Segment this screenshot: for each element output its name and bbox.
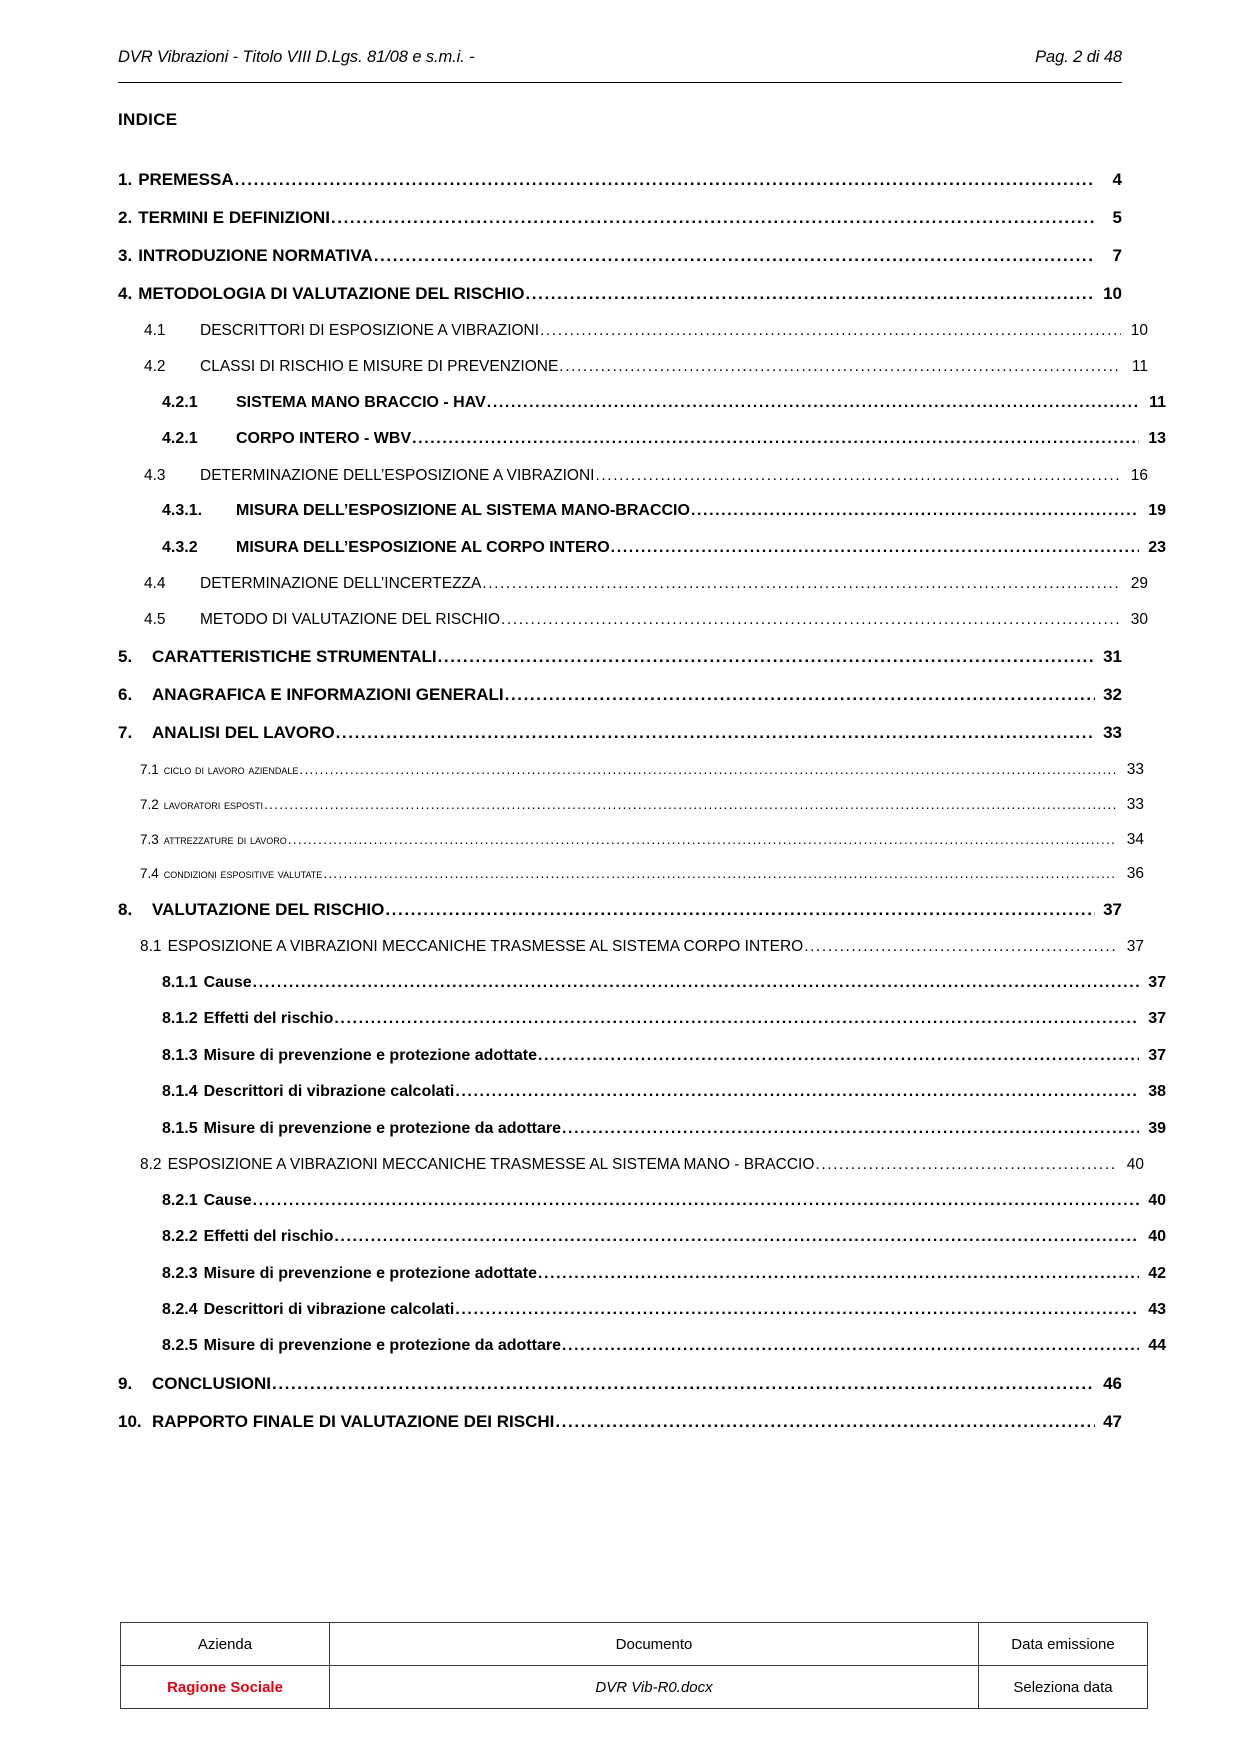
toc-entry-5-caratteristiche-strumentali[interactable] <box>118 647 1122 667</box>
toc-leader-dots <box>455 1301 1139 1319</box>
toc-entry-number: 8.2.4 <box>162 1301 198 1318</box>
toc-entry-8-2-3-misure-adottate[interactable] <box>118 1265 1166 1283</box>
toc-entry-page: 16 <box>1130 466 1148 484</box>
toc-entry-label: ciclo di lavoro aziendale <box>163 761 299 777</box>
toc-leader-dots <box>374 246 1095 266</box>
toc-entry-4-3-2-misura-corpo-intero[interactable] <box>118 539 1166 557</box>
toc-entry-page: 40 <box>1126 1156 1144 1174</box>
toc-entry-label: INTRODUZIONE NORMATIVA <box>138 246 373 266</box>
toc-entry-number: 8.1.2 <box>162 1010 198 1028</box>
toc-leader-dots <box>235 170 1095 190</box>
toc-entry-page: 33 <box>1126 760 1144 778</box>
toc-entry-8-2-1-cause[interactable] <box>118 1192 1166 1210</box>
footer-header-documento: Documento <box>330 1623 979 1666</box>
toc-leader-dots <box>562 1337 1139 1355</box>
toc-entry-number: 7.3 <box>140 831 159 847</box>
toc-entry-page: 4 <box>1112 170 1122 189</box>
toc-entry-number: 6. <box>118 684 133 704</box>
footer-value-data[interactable]: Seleziona data <box>979 1666 1148 1709</box>
toc-entry-7-4-condizioni-espositive[interactable] <box>118 865 1144 883</box>
toc-entry-number: 8.1.5 <box>162 1119 198 1137</box>
toc-entry-label: CLASSI DI RISCHIO E MISURE DI PREVENZIONE <box>200 358 559 375</box>
toc-entry-label: METODO DI VALUTAZIONE DEL RISCHIO <box>200 611 500 628</box>
toc-entry-number: 4.1 <box>144 322 166 340</box>
toc-leader-dots <box>264 797 1117 813</box>
toc-entry-4-5-metodo-valutazione[interactable] <box>118 611 1148 629</box>
toc-entry-page: 42 <box>1148 1264 1166 1282</box>
footer-value-documento: DVR Vib-R0.docx <box>330 1666 979 1709</box>
toc-entry-page: 33 <box>1126 795 1144 813</box>
toc-leader-dots <box>385 900 1095 920</box>
toc-entry-page: 34 <box>1126 830 1144 848</box>
footer-table <box>120 1622 1148 1709</box>
toc-entry-number: 8.1.1 <box>162 974 198 992</box>
toc-leader-dots <box>288 832 1117 848</box>
toc-entry-number: 5. <box>118 646 133 666</box>
toc-leader-dots <box>487 394 1139 412</box>
table-row <box>121 1666 1148 1709</box>
toc-entry-label: TERMINI E DEFINIZIONI <box>138 208 330 228</box>
toc-leader-dots <box>538 1265 1139 1283</box>
toc-entry-label: MISURA DELL’ESPOSIZIONE AL SISTEMA MANO-BRACCIO <box>236 502 690 520</box>
toc-entry-8-1-5-misure-da-adottare[interactable] <box>118 1120 1166 1138</box>
toc-entry-page: 11 <box>1131 358 1148 375</box>
toc-entry-number: 8.2.5 <box>162 1337 198 1355</box>
toc-entry-number: 4.3.2 <box>162 538 198 556</box>
toc-entry-number: 8.1.4 <box>162 1083 198 1101</box>
toc-entry-number: 8.1.3 <box>162 1046 198 1064</box>
toc-entry-page: 11 <box>1149 393 1166 411</box>
toc-leader-dots <box>482 575 1121 593</box>
toc-entry-number: 7.2 <box>140 796 159 812</box>
table-of-contents <box>118 170 1166 1450</box>
toc-leader-dots <box>611 539 1139 557</box>
toc-entry-2-termini-e-definizioni[interactable] <box>118 208 1122 228</box>
toc-entry-number: 8.2.2 <box>162 1228 198 1246</box>
toc-entry-page: 19 <box>1148 502 1166 520</box>
toc-entry-3-introduzione-normativa[interactable] <box>118 246 1122 266</box>
toc-entry-page: 37 <box>1148 974 1166 992</box>
toc-entry-page: 32 <box>1103 684 1122 704</box>
toc-entry-4-2-1-sistema-mano-braccio[interactable] <box>118 394 1166 412</box>
toc-leader-dots <box>412 430 1139 448</box>
toc-leader-dots <box>272 1374 1095 1394</box>
toc-entry-page: 5 <box>1112 208 1122 228</box>
toc-entry-number: 2. <box>118 208 133 228</box>
toc-entry-number: 4.5 <box>144 611 166 628</box>
toc-leader-dots <box>815 1156 1117 1174</box>
toc-entry-label: ANALISI DEL LAVORO <box>152 722 335 742</box>
toc-entry-page: 46 <box>1103 1373 1122 1393</box>
toc-entry-label: RAPPORTO FINALE DI VALUTAZIONE DEI RISCHI <box>152 1411 555 1431</box>
toc-entry-label: Misure di prevenzione e protezione adottate <box>203 1264 537 1282</box>
toc-leader-dots <box>505 685 1095 705</box>
toc-entry-label: Misure di prevenzione e protezione da adottare <box>203 1337 561 1355</box>
toc-entry-page: 33 <box>1103 722 1122 742</box>
toc-entry-label: ESPOSIZIONE A VIBRAZIONI MECCANICHE TRASMESSE AL SISTEMA CORPO INTERO <box>167 938 804 956</box>
toc-leader-dots <box>538 1047 1139 1065</box>
toc-leader-dots <box>804 938 1117 956</box>
toc-entry-number: 7. <box>118 722 133 742</box>
toc-entry-number: 8.2.1 <box>162 1191 198 1209</box>
toc-entry-page: 10 <box>1130 322 1148 340</box>
toc-entry-label: Effetti del rischio <box>203 1228 334 1246</box>
toc-leader-dots <box>525 284 1095 304</box>
toc-entry-number: 7.4 <box>140 866 159 882</box>
toc-entry-label: DETERMINAZIONE DELL’ESPOSIZIONE A VIBRAZIONI <box>200 466 595 484</box>
toc-leader-dots <box>559 358 1121 376</box>
toc-entry-page: 36 <box>1126 865 1144 883</box>
toc-entry-page: 43 <box>1148 1301 1166 1318</box>
toc-leader-dots <box>501 611 1121 629</box>
toc-entry-number: 8. <box>118 900 133 920</box>
toc-entry-9-conclusioni[interactable] <box>118 1374 1122 1394</box>
toc-entry-label: MISURA DELL’ESPOSIZIONE AL CORPO INTERO <box>236 538 610 556</box>
toc-entry-7-2-lavoratori-esposti[interactable] <box>118 796 1144 814</box>
toc-entry-label: lavoratori esposti <box>163 796 264 812</box>
toc-leader-dots <box>323 866 1117 882</box>
toc-leader-dots <box>455 1083 1139 1101</box>
toc-entry-page: 23 <box>1148 538 1166 556</box>
toc-entry-4-2-classi-di-rischio[interactable] <box>118 358 1148 376</box>
toc-entry-page: 29 <box>1130 575 1148 593</box>
toc-entry-8-1-3-misure-adottate[interactable] <box>118 1047 1166 1065</box>
toc-entry-label: METODOLOGIA DI VALUTAZIONE DEL RISCHIO <box>138 284 525 304</box>
page-title: INDICE <box>118 110 178 129</box>
toc-entry-page: 13 <box>1148 430 1166 448</box>
toc-entry-7-1-ciclo-di-lavoro[interactable] <box>118 761 1144 779</box>
header-document-title: DVR Vibrazioni - Titolo VIII D.Lgs. 81/08 e s.m.i. - <box>118 48 475 66</box>
toc-entry-label: SISTEMA MANO BRACCIO - HAV <box>236 393 486 411</box>
toc-entry-number: 4.3.1. <box>162 502 203 520</box>
toc-entry-7-analisi-del-lavoro[interactable] <box>118 723 1122 743</box>
toc-entry-number: 4.3 <box>144 466 166 484</box>
toc-leader-dots <box>334 1228 1139 1246</box>
toc-entry-4-4-incertezza[interactable] <box>118 575 1148 593</box>
toc-entry-8-1-4-descrittori-calcolati[interactable] <box>118 1083 1166 1101</box>
toc-entry-number: 7.1 <box>140 761 159 777</box>
toc-entry-page: 44 <box>1148 1337 1166 1355</box>
toc-entry-page: 40 <box>1148 1228 1166 1246</box>
toc-entry-label: Effetti del rischio <box>203 1010 334 1028</box>
toc-entry-1-premessa[interactable] <box>118 170 1122 190</box>
toc-entry-7-3-attrezzature-di-lavoro[interactable] <box>118 831 1144 849</box>
toc-entry-label: condizioni espositive valutate <box>163 866 323 882</box>
toc-entry-label: Misure di prevenzione e protezione da adottare <box>203 1119 561 1137</box>
toc-entry-8-2-5-misure-da-adottare[interactable] <box>118 1337 1166 1355</box>
toc-leader-dots <box>540 322 1121 340</box>
toc-leader-dots <box>299 762 1117 778</box>
toc-entry-page: 30 <box>1130 611 1148 628</box>
toc-leader-dots <box>253 974 1139 992</box>
toc-entry-8-2-2-effetti-del-rischio[interactable] <box>118 1228 1166 1246</box>
toc-entry-label: PREMESSA <box>138 170 234 189</box>
toc-leader-dots <box>691 502 1139 520</box>
table-row <box>121 1623 1148 1666</box>
toc-entry-label: ANAGRAFICA E INFORMAZIONI GENERALI <box>152 684 504 704</box>
toc-entry-number: 10. <box>118 1411 142 1431</box>
toc-entry-8-2-esposizione-mano-braccio[interactable] <box>118 1156 1144 1174</box>
toc-leader-dots <box>253 1192 1139 1210</box>
footer-value-ragione-sociale[interactable]: Ragione Sociale <box>121 1666 330 1709</box>
toc-entry-page: 10 <box>1103 284 1122 304</box>
toc-entry-label: Cause <box>203 974 252 992</box>
toc-entry-number: 4.2.1 <box>162 430 198 448</box>
toc-entry-4-3-1-misura-mano-braccio[interactable] <box>118 502 1166 520</box>
footer-header-data-emissione: Data emissione <box>979 1623 1148 1666</box>
toc-entry-number: 4.2 <box>144 358 166 375</box>
toc-leader-dots <box>595 467 1121 485</box>
toc-entry-4-1-descrittori[interactable] <box>118 322 1148 340</box>
toc-entry-page: 39 <box>1148 1119 1166 1137</box>
toc-leader-dots <box>336 723 1095 743</box>
toc-entry-6-anagrafica[interactable] <box>118 685 1122 705</box>
toc-leader-dots <box>562 1120 1139 1138</box>
toc-entry-8-2-4-descrittori-calcolati[interactable] <box>118 1301 1166 1319</box>
toc-entry-label: CONCLUSIONI <box>152 1373 271 1393</box>
toc-entry-number: 4.2.1 <box>162 393 198 411</box>
toc-entry-8-1-esposizione-corpo-intero[interactable] <box>118 938 1144 956</box>
toc-entry-number: 8.1 <box>140 938 162 956</box>
toc-entry-number: 8.2.3 <box>162 1264 198 1282</box>
toc-entry-label: DETERMINAZIONE DELL’INCERTEZZA <box>200 575 482 593</box>
toc-entry-page: 37 <box>1103 900 1122 920</box>
toc-entry-4-2-1-corpo-intero[interactable] <box>118 430 1166 448</box>
toc-entry-page: 37 <box>1126 938 1144 956</box>
toc-entry-10-rapporto-finale[interactable] <box>118 1412 1122 1432</box>
toc-entry-label: CARATTERISTICHE STRUMENTALI <box>152 646 437 666</box>
footer-header-azienda: Azienda <box>121 1623 330 1666</box>
toc-entry-label: ESPOSIZIONE A VIBRAZIONI MECCANICHE TRASMESSE AL SISTEMA MANO - BRACCIO <box>167 1156 815 1174</box>
toc-entry-4-metodologia[interactable] <box>118 284 1122 304</box>
toc-leader-dots <box>555 1412 1095 1432</box>
toc-entry-page: 47 <box>1103 1411 1122 1431</box>
toc-leader-dots <box>331 208 1095 228</box>
toc-entry-page: 7 <box>1112 246 1122 266</box>
toc-entry-number: 3. <box>118 246 133 266</box>
toc-entry-number: 1. <box>118 170 133 189</box>
toc-entry-8-1-2-effetti-del-rischio[interactable] <box>118 1010 1166 1028</box>
toc-entry-label: attrezzature di lavoro <box>163 831 287 847</box>
toc-entry-page: 31 <box>1103 646 1122 666</box>
toc-leader-dots <box>334 1010 1139 1028</box>
toc-entry-label: Misure di prevenzione e protezione adottate <box>203 1046 537 1064</box>
toc-entry-label: Descrittori di vibrazione calcolati <box>203 1083 455 1101</box>
toc-entry-page: 40 <box>1148 1191 1166 1209</box>
toc-entry-number: 8.2 <box>140 1156 162 1174</box>
toc-entry-label: DESCRITTORI DI ESPOSIZIONE A VIBRAZIONI <box>200 322 540 340</box>
page-header <box>118 48 1122 67</box>
toc-entry-number: 4.4 <box>144 575 166 593</box>
toc-entry-label: CORPO INTERO - WBV <box>236 430 412 448</box>
header-divider <box>118 82 1122 83</box>
toc-entry-4-3-determinazione-esposizione[interactable] <box>118 467 1148 485</box>
toc-entry-page: 38 <box>1148 1083 1166 1101</box>
header-page-indicator: Pag. 2 di 48 <box>1035 48 1122 66</box>
toc-leader-dots <box>438 647 1095 667</box>
toc-entry-label: Descrittori di vibrazione calcolati <box>203 1301 455 1318</box>
toc-entry-label: VALUTAZIONE DEL RISCHIO <box>152 900 385 920</box>
toc-entry-number: 4. <box>118 284 133 304</box>
toc-entry-page: 37 <box>1148 1046 1166 1064</box>
toc-entry-label: Cause <box>203 1191 252 1209</box>
toc-entry-page: 37 <box>1148 1010 1166 1028</box>
toc-entry-8-1-1-cause[interactable] <box>118 974 1166 992</box>
toc-entry-number: 9. <box>118 1373 133 1393</box>
toc-entry-8-valutazione-del-rischio[interactable] <box>118 900 1122 920</box>
